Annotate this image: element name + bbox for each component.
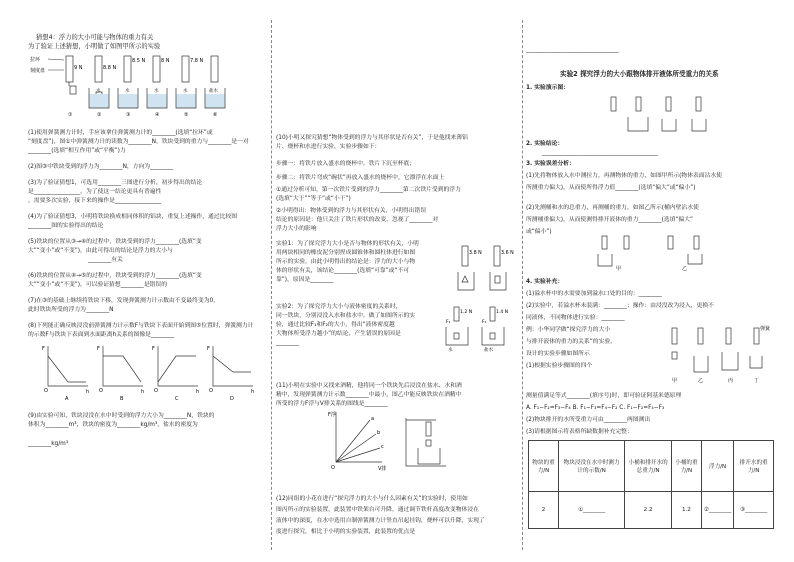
reading-3: 8.5 N bbox=[132, 58, 146, 64]
error-2a: (2)先测桶和水的总重力，再测桶的重力，如图乙所示(桶内壁沾水使 bbox=[526, 205, 699, 211]
q4-line-b: ________图的实验得出的结论 bbox=[28, 223, 104, 229]
spring-scale-figure bbox=[28, 52, 268, 120]
reading-5: 7.8 N bbox=[190, 58, 204, 64]
graph-label-a: A bbox=[65, 396, 69, 402]
table-cell: ①________ bbox=[558, 492, 624, 529]
exp1-line-4: 体的形状有关，该结论________(选填“可靠”或“不可 bbox=[276, 268, 410, 274]
q5-line-b: 大”“变小”或“不变”)，由此可得出的结论是浮力的大小与 bbox=[28, 248, 173, 254]
q6-line-a: (6)铁块的位置从④→⑤的过程中，铁块受到的浮力________(选填“变 bbox=[28, 273, 202, 279]
exp1-reading-2: 3.6 N bbox=[501, 251, 514, 256]
exp1-line-5: 靠”)，原因是________ bbox=[276, 277, 334, 283]
error-2b: 所测桶重偏大)，从而使测得排开液体的重力________(选填“偏大” bbox=[526, 217, 694, 223]
hypothesis-4: 猜想4：浮力的大小可能与物体的重力有关 bbox=[36, 34, 154, 41]
graph-c-axis-h: h bbox=[196, 389, 200, 395]
intro-line: 为了验证上述猜想，小明做了如图甲所示的实验 bbox=[28, 43, 161, 50]
scale-label: 刻度盘 bbox=[30, 68, 46, 74]
experiment-2-title: 实验2 探究浮力的大小跟物体排开液体所受重力的关系 bbox=[560, 70, 719, 78]
error-1b: 所测重力偏大)，从而使所得浮力值________(选填“偏大”或“偏小”) bbox=[526, 185, 696, 191]
q11-line-2: 精中，发现弹簧测力计示数________中最小，图乙中能反映铁块在酒精中 bbox=[276, 392, 462, 398]
example-line-1: 例：小华同学做“探究浮力的大小 bbox=[526, 327, 611, 333]
fig-num-6: ⑥ bbox=[213, 112, 218, 118]
section-2-conclusion: 2. 实验结论： bbox=[526, 141, 564, 147]
q11-line-1: (11)小明在实验中又找来酒精，他将同一个铁块先后浸没在盐水、水和酒 bbox=[276, 383, 462, 389]
error-1a: (1)先将物体放入水中测拉力，再测物体的重力，如图甲所示(物体表面沾水使 bbox=[526, 173, 722, 179]
q10-sub-1a: ①通过分析可知，第一次铁片受到的浮力________第二次铁片受到的浮力 bbox=[276, 187, 461, 193]
q3-line-c: ，需要多次实验，接下来的操作是________________ bbox=[28, 198, 162, 204]
example-fig-a: 甲 bbox=[672, 378, 678, 384]
q10-line-1: (10)小明又探究猜想“物体受到的浮力与其形状是否有关”，于是他找来薄铝 bbox=[276, 135, 468, 141]
example-fig-d: 丁 bbox=[754, 378, 760, 384]
q11-line-b: b bbox=[377, 430, 381, 436]
example-line-3: 设计的实验步骤如图所示 bbox=[526, 351, 590, 357]
carryover-blank: ________________________________ bbox=[526, 47, 619, 53]
pull-ring-label: 拉环 bbox=[30, 57, 41, 63]
q1-line-b: “刻度盘”)，图①中弹簧测力计的读数为________N，铁块受到的重力与________是一对 bbox=[28, 139, 249, 145]
graph-b-axis-h: h bbox=[141, 389, 145, 395]
demo-figure bbox=[606, 95, 716, 135]
q11-origin: O bbox=[331, 465, 335, 471]
example-fig-b: 乙 bbox=[698, 378, 704, 384]
q9-line-a: (9)由实验可知，铁块浸没在水中时受到的浮力大小为________N，铁块的 bbox=[28, 413, 215, 419]
supp-2a: (2)实验中，若溢水杯未装满：________；操作：由浸没改为浸入，更换不 bbox=[526, 303, 714, 309]
column-divider-1 bbox=[271, 20, 272, 550]
supp-2b: 同液体，不同物体进行实验：________ bbox=[526, 315, 625, 321]
graph-d-axis-f: F bbox=[207, 346, 210, 352]
exp2-label-f2: F₂ bbox=[482, 320, 487, 325]
exp2-reading-2: 1.4 N bbox=[496, 310, 509, 315]
error-2c: 或“偏小”) bbox=[526, 229, 552, 235]
graph-b-origin: O bbox=[99, 388, 103, 394]
graph-b-axis-f: F bbox=[97, 346, 100, 352]
fig-num-1: ① bbox=[68, 112, 73, 118]
section-1-demo: 1. 实验演示图： bbox=[526, 85, 570, 91]
example-line-4: (1)根据实验步骤图的四个 bbox=[526, 363, 593, 369]
q10-sub-2b: 结论的原因是：他只关注了铁片形状的改变，忽视了________对 bbox=[276, 217, 439, 223]
section-3-error: 3. 实验误差分析： bbox=[526, 161, 575, 167]
fig-num-3: ③ bbox=[126, 112, 131, 118]
q7-line-b: 此时铁块所受的浮力为________N bbox=[28, 307, 114, 313]
table-header: 物块的重力/N bbox=[529, 441, 559, 492]
table-cell: ②________ bbox=[701, 492, 733, 529]
q10-sub-2c: 浮力大小的影响 bbox=[276, 226, 317, 232]
exp1-figure bbox=[456, 244, 518, 296]
q11-axis-v: V排 bbox=[378, 466, 387, 472]
q11-line-3: 所受的浮力F浮与V排关系的图线是________ bbox=[276, 401, 388, 407]
graph-a-axis-f: F bbox=[42, 346, 45, 352]
example-q1: 测量值满足等式________(填序号)时，即可验证阿基米德原理 bbox=[526, 393, 682, 399]
table-header: 浮力/N bbox=[701, 441, 733, 492]
graph-label-b: B bbox=[120, 396, 124, 402]
exp2-line-1: 实验2：为了探究浮力大小与液体密度的关系时， bbox=[276, 304, 402, 310]
q12-line-4: 度进行探究，相比于小明的实验装置，此装置的优点是 bbox=[276, 529, 416, 535]
cup-label-3: 水 bbox=[154, 89, 159, 94]
error-fig-a: 甲 bbox=[616, 266, 622, 272]
q5-line-a: (5)铁块的位置从③→④的过程中，铁块受到的浮力________(选填“变 bbox=[28, 239, 202, 245]
q11-axis-f: F浮 bbox=[328, 412, 336, 418]
q11-line-c: c bbox=[381, 444, 384, 450]
table-header: 物块浸没在水中时测力计的示数/N bbox=[558, 441, 624, 492]
q9-line-c: ________kg/m³ bbox=[28, 441, 69, 447]
q1-line-a: (1)使用弹簧测力计时，手应该拿住弹簧测力计的________(选填“拉环”或 bbox=[28, 130, 213, 136]
q10-sub-2a: ②小明得出：物体受到的浮力与其形状有关，小明得出错误 bbox=[276, 208, 427, 214]
exp2-reading-1: 1.2 N bbox=[460, 310, 473, 315]
exp2-label-salt: 盐水 bbox=[484, 348, 494, 353]
exp2-line-2: 同一铁块，分别浸没入水和盐水中，做了如图所示的实 bbox=[276, 313, 416, 319]
fig-num-4: ④ bbox=[155, 112, 160, 118]
supp-1: (1)溢水杯中的水需要加到溢水口处的目的：________ bbox=[526, 291, 662, 297]
table-cell: 1.2 bbox=[671, 492, 701, 529]
cup-label-5: 盐水 bbox=[209, 89, 218, 94]
q2-line: (2)图③中铁块受到的浮力为________N，方向为________ bbox=[28, 164, 174, 170]
table-row bbox=[529, 492, 774, 529]
reading-1: 9 N bbox=[74, 65, 83, 71]
fig-num-2: ② bbox=[97, 112, 102, 118]
table-header-row bbox=[529, 441, 774, 492]
f-h-graphs bbox=[28, 342, 268, 402]
q7-line-a: (7)在③的基础上继续将铁块下移，发现弹簧测力计示数由不变最终变为0， bbox=[28, 298, 220, 304]
exp1-reading-1: 3.8 N bbox=[469, 251, 482, 256]
graph-a-axis-h: h bbox=[86, 389, 90, 395]
q10-step-1: 步骤一：将铁片放入盛水的烧杯中，铁片下沉至杯底； bbox=[276, 161, 416, 167]
exp2-line-5: ________ bbox=[276, 340, 300, 346]
q3-line-a: (3)为了验证猜想1，可选用________三图进行分析，初步得出的结论 bbox=[28, 180, 203, 186]
exp2-line-3: 验，通过比较F₁和F₂的大小，得出“液体密度越 bbox=[276, 322, 395, 328]
table-cell: ③________ bbox=[734, 492, 774, 529]
reading-2: 8.8 N bbox=[103, 65, 117, 71]
q9-line-b: 体积为________m³，铁块的密度为________kg/m³，盐水的密度为 bbox=[28, 422, 198, 428]
graph-c-origin: O bbox=[154, 388, 158, 394]
table-cell: 2 bbox=[529, 492, 559, 529]
table-cell: 2.2 bbox=[625, 492, 672, 529]
graph-d-origin: O bbox=[209, 388, 213, 394]
example-q3: (3)请根据图示将表格所缺数据补充完整： bbox=[526, 429, 633, 435]
example-line-2: 与排开液体的重力的关系”的实验， bbox=[526, 339, 616, 345]
table-header: 小桶的重力/N bbox=[671, 441, 701, 492]
graph-label-c: C bbox=[175, 396, 179, 402]
exp1-line-3: 所示的实验，由此小明得出的结论是：浮力的大小与物 bbox=[276, 259, 416, 265]
q11-line-a: a bbox=[371, 416, 375, 422]
q10-sub-1b: (选填“大于”“等于”或“小于”) bbox=[276, 196, 351, 202]
table-header: 小桶和排开水的总重力/N bbox=[625, 441, 672, 492]
fig-num-5: ⑤ bbox=[184, 112, 189, 118]
q8-line-b: 的示数F与铁块下表面到水面距离h关系的图像是________ bbox=[28, 332, 175, 338]
exp2-label-water: 水 bbox=[448, 348, 453, 353]
q10-line-2: 片、烧杯和水进行实验，实验步骤如下： bbox=[276, 144, 381, 150]
cup-label-1: 水 bbox=[96, 89, 101, 94]
exp2-figure bbox=[444, 305, 518, 353]
q6-line-b: 大”“变小”或“不变”)，可以验证猜想________是错误的 bbox=[28, 282, 168, 288]
example-q2: (2)物块排开的水所受重力可由________两图测出 bbox=[526, 417, 651, 423]
graph-label-d: D bbox=[230, 396, 234, 402]
data-table bbox=[528, 440, 774, 529]
q1-line-c: ________(选填“相互作用”或“平衡”)力 bbox=[28, 148, 126, 154]
exp2-line-4: 大物体所受浮力越小”的结论，产生错误的原因是 bbox=[276, 331, 401, 337]
cup-label-4: 水 bbox=[183, 89, 188, 94]
error-figure bbox=[596, 232, 716, 272]
error-fig-b: 乙 bbox=[682, 266, 688, 272]
example-figure bbox=[666, 322, 776, 384]
exp1-line-1: 实验1：为了探究浮力大小是否与物体的形状有关，小明 bbox=[276, 241, 419, 247]
table-header: 排开水的重力/N bbox=[734, 441, 774, 492]
graph-a-origin: O bbox=[44, 388, 48, 394]
column-left bbox=[28, 0, 268, 562]
q5-line-c: ________有关 bbox=[88, 257, 123, 263]
column-divider-2 bbox=[522, 20, 523, 550]
q12-line-2: 图丙所示的实验装置，此装置中铁架台可升降，通过调节铁杆高度改变物体浸在 bbox=[276, 507, 479, 513]
example-fig-c: 丙 bbox=[728, 378, 734, 384]
cup-label-2: 水 bbox=[125, 89, 130, 94]
graph-c-axis-f: F bbox=[152, 346, 155, 352]
example-options: A. F₁−F₂=F₃−F₄ B. F₁−F₃=F₄−F₂ C. F₁−F₂=F₄−F₃ bbox=[526, 405, 665, 411]
example-spring-label: 弹簧 bbox=[760, 326, 771, 332]
column-middle bbox=[276, 0, 520, 562]
exp2-label-f1: F₁ bbox=[446, 320, 451, 325]
graph-d-axis-h: h bbox=[251, 389, 255, 395]
exp1-line-2: 用两块相同的橡皮泥分别捏成圆锥体和圆柱体进行如图 bbox=[276, 250, 416, 256]
section-4-supplement: 4. 实验补充： bbox=[526, 279, 564, 285]
reading-4: 8 N bbox=[161, 58, 170, 64]
q4-line-a: (4)为了验证猜想3，小明将铁块换成相同体积的铝块，重复上述操作，通过比较图 bbox=[28, 214, 237, 220]
column-right bbox=[526, 0, 778, 562]
q12-line-1: (12)同组的小花在进行“探究浮力的大小与什么因素有关”的实验时，使用如 bbox=[276, 496, 468, 502]
q10-step-2: 步骤二：将铁片弯成“碗状”再放入盛水的烧杯中，它漂浮在水面上 bbox=[276, 175, 445, 181]
q11-graph-and-apparatus bbox=[326, 410, 466, 474]
conclusion-blank: ________________________________________ bbox=[542, 150, 658, 156]
q12-line-3: 液体中的深度，在水中选用自制弹簧测力计竖直吊起挂钩，烧杯可以升降，实现了 bbox=[276, 518, 485, 524]
q8-line-a: (8)下列能正确反映浸没前弹簧测力计示数F与铁块下表面开始到图⑤位置时，弹簧测力计 bbox=[28, 323, 254, 329]
q3-line-b: 是________________，为了使这一结论更具有普遍性 bbox=[28, 189, 162, 195]
